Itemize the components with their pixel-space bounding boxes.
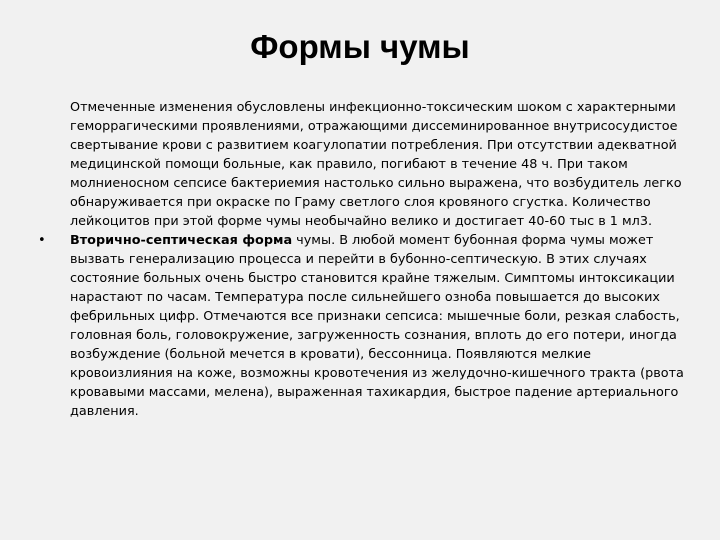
bullet-term: Вторично-септическая форма	[70, 233, 293, 248]
bullet-icon: •	[38, 233, 46, 248]
paragraph-shock: Отмеченные изменения обусловлены инфекционно-токсическим шоком с характерными геморрагическими проявлениями, отражающими диссеминированное внутрисосудистое свертывание крови с развитием коагулопатии потребления. При отсутствии адекватной медицинской помощи больные, как правило, погибают в течение 48 ч. При таком молниеносном сепсисе бактериемия настолько сильно выражена, что возбудитель легко обнаруживается при окраске по Граму светлого слоя кровяного сгустка. Количество лейкоцитов при этой форме чумы необычайно велико и достигает 40-60 тыс в 1 мл3.	[70, 100, 682, 229]
slide-body	[38, 98, 692, 421]
bullet-item-secondary-septic	[38, 231, 692, 421]
slide-title: Формы чумы	[250, 28, 470, 65]
bullet-text: чумы. В любой момент бубонная форма чумы может вызвать генерализацию процесса и перейти в бубонно-септическую. В этих случаях состояние больных очень быстро становится крайне тяжелым. Симптомы интоксикации нарастают по часам. Температура после сильнейшего озноба повышается до высоких фебрильных цифр. Отмечаются все признаки сепсиса: мышечные боли, резкая слабость, головная боль, головокружение, загруженность сознания, вплоть до его потери, иногда возбуждение (больной мечется в кровати), бессонница. Появляются мелкие кровоизлияния на коже, возможны кровотечения из желудочно-кишечного тракта (рвота кровавыми массами, мелена), выраженная тахикардия, быстрое падение артериального давления.	[70, 233, 684, 419]
